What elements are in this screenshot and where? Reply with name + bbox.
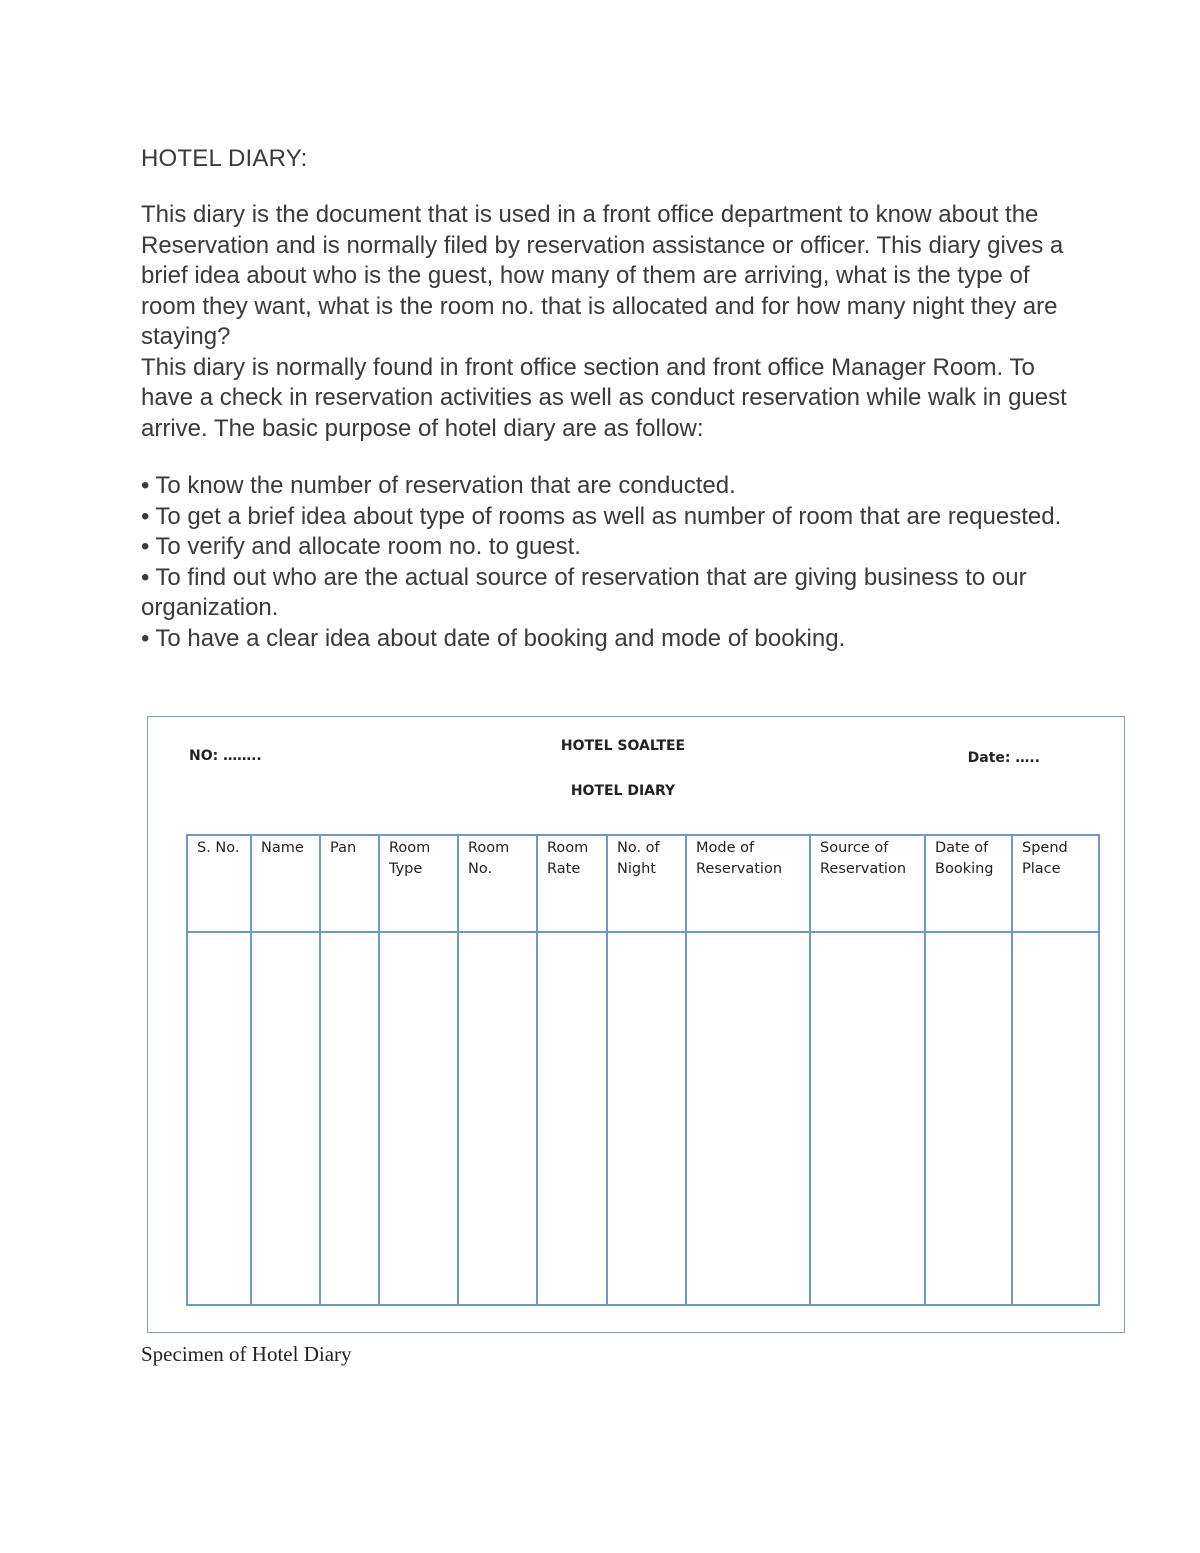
column-header: Spend Place <box>1012 835 1099 932</box>
column-header: Mode of Reservation <box>686 835 810 932</box>
bullet-icon: • <box>141 624 150 652</box>
table-cell <box>810 932 925 1305</box>
column-header: Room Rate <box>537 835 607 932</box>
table-cell <box>320 932 379 1305</box>
column-header: Room No. <box>458 835 537 932</box>
form-date-label: Date: ….. <box>967 750 1040 766</box>
form-title: HOTEL DIARY <box>570 783 676 799</box>
bullet-icon: • <box>141 502 150 530</box>
list-item: • To get a brief idea about type of rooms as well as number of room that are requested. <box>141 502 1062 530</box>
table-cell <box>925 932 1012 1305</box>
hotel-diary-specimen <box>147 716 1125 1333</box>
list-item: • To have a clear idea about date of booking and mode of booking. <box>141 624 846 652</box>
table-cell <box>379 932 458 1305</box>
page-title: HOTEL DIARY: <box>141 145 308 172</box>
bullet-icon: • <box>141 533 150 560</box>
table-cell <box>1012 932 1099 1305</box>
list-item: • To know the number of reservation that are conducted. <box>141 472 736 499</box>
document-body <box>141 200 1071 654</box>
table-cell <box>458 932 537 1305</box>
diary-table <box>186 834 1100 1306</box>
column-header: Date of Booking <box>925 835 1012 932</box>
column-header: No. of Night <box>607 835 686 932</box>
column-header: Source of Reservation <box>810 835 925 932</box>
table-cell <box>607 932 686 1305</box>
column-header: Room Type <box>379 835 458 932</box>
bullet-icon: • <box>141 563 150 591</box>
bullet-list <box>141 471 1071 654</box>
hotel-name: HOTEL SOALTEE <box>560 738 686 754</box>
table-cell <box>686 932 810 1305</box>
table-cell <box>187 932 251 1305</box>
list-item: • To find out who are the actual source of reservation that are giving business to our organization. <box>141 563 1027 621</box>
list-item: • To verify and allocate room no. to guest. <box>141 533 581 560</box>
paragraph: This diary is normally found in front office section and front office Manager Room. To have a check in reservation activities as well as conduct reservation while walk in guest arrive. The basic purpose of hotel diary are as follow: <box>141 353 1067 442</box>
table-header-row <box>187 835 1099 932</box>
column-header: S. No. <box>187 835 251 932</box>
column-header: Name <box>251 835 320 932</box>
bullet-icon: • <box>141 472 150 499</box>
table-cell <box>251 932 320 1305</box>
paragraph: This diary is the document that is used in a front office department to know about the Reservation and is normally filed by reservation assistance or officer. This diary gives a brief idea about who is the guest, how many of them are arriving, what is the type of room they want, what is the room no. that is allocated and for how many night they are staying? <box>141 201 1064 350</box>
column-header: Pan <box>320 835 379 932</box>
figure-caption: Specimen of Hotel Diary <box>141 1342 352 1366</box>
form-number-label: NO: …….. <box>189 748 262 764</box>
table-cell <box>537 932 607 1305</box>
table-row <box>187 932 1099 1305</box>
